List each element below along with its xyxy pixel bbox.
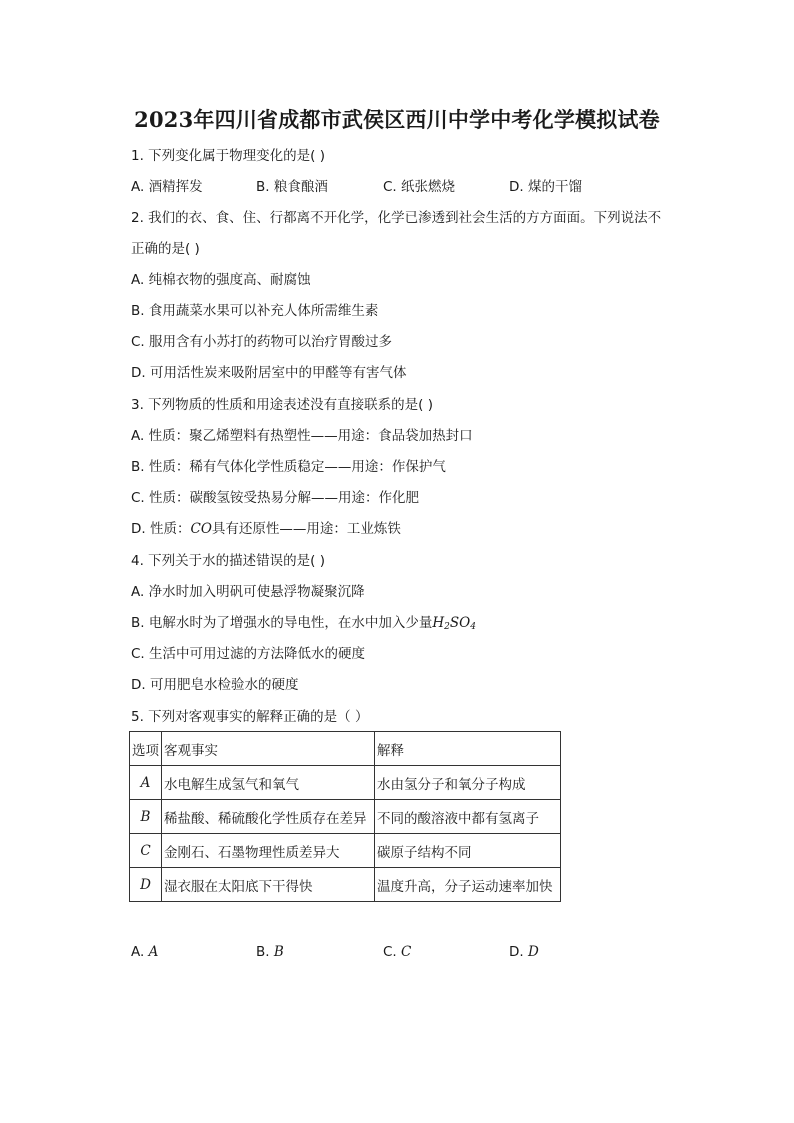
row-option-label: C — [130, 834, 162, 868]
option-label: B. — [256, 944, 270, 960]
question-1-option-b: B. 粮食酿酒 — [256, 179, 328, 195]
question-4-option-a: A. 净水时加入明矾可使悬浮物凝聚沉降 — [131, 584, 365, 600]
formula-sub-4: 4 — [470, 622, 476, 632]
formula-h2so4 — [432, 615, 476, 631]
facts-table — [129, 731, 561, 902]
formula-co: CO — [190, 521, 212, 537]
table-row — [130, 800, 561, 834]
question-5-option-c — [383, 943, 411, 961]
header-explanation: 解释 — [375, 732, 561, 766]
option-label: C. — [383, 944, 397, 960]
table-header-row — [130, 732, 561, 766]
question-1-option-d: D. 煤的干馏 — [509, 179, 582, 195]
table-row — [130, 868, 561, 902]
row-explanation: 碳原子结构不同 — [375, 834, 561, 868]
question-2-option-d: D. 可用活性炭来吸附居室中的甲醛等有害气体 — [131, 365, 407, 381]
formula-sub-2: 2 — [444, 622, 450, 632]
row-fact: 金刚石、石墨物理性质差异大 — [162, 834, 375, 868]
question-3-option-a: A. 性质：聚乙烯塑料有热塑性——用途：食品袋加热封口 — [131, 428, 473, 444]
question-3-option-b: B. 性质：稀有气体化学性质稳定——用途：作保护气 — [131, 459, 446, 475]
option-b-prefix: B. 电解水时为了增强水的导电性，在水中加入少量 — [131, 615, 433, 631]
question-2-option-b: B. 食用蔬菜水果可以补充人体所需维生素 — [131, 303, 379, 319]
question-1-option-a: A. 酒精挥发 — [131, 179, 203, 195]
question-5-stem: 5. 下列对客观事实的解释正确的是（ ） — [131, 709, 369, 725]
formula-so: SO — [449, 615, 471, 631]
question-3-stem: 3. 下列物质的性质和用途表述没有直接联系的是( ) — [131, 397, 433, 413]
row-option-label: A — [130, 766, 162, 800]
question-4-option-c: C. 生活中可用过滤的方法降低水的硬度 — [131, 646, 366, 662]
question-4-option-b — [131, 614, 476, 636]
option-value: B — [273, 944, 284, 960]
question-3-option-d — [131, 520, 401, 538]
table-row — [130, 834, 561, 868]
option-label: A. — [131, 944, 145, 960]
question-2-stem-line-2: 正确的是( ) — [131, 241, 200, 257]
question-3-option-c: C. 性质：碳酸氢铵受热易分解——用途：作化肥 — [131, 490, 420, 506]
question-4-stem: 4. 下列关于水的描述错误的是( ) — [131, 553, 325, 569]
row-fact: 水电解生成氢气和氧气 — [162, 766, 375, 800]
header-fact: 客观事实 — [162, 732, 375, 766]
question-5-option-a — [131, 943, 158, 961]
option-value: D — [527, 944, 539, 960]
row-option-label: D — [130, 868, 162, 902]
header-option: 选项 — [130, 732, 162, 766]
row-explanation: 水由氢分子和氧分子构成 — [375, 766, 561, 800]
row-explanation: 不同的酸溶液中都有氢离子 — [375, 800, 561, 834]
row-fact: 湿衣服在太阳底下干得快 — [162, 868, 375, 902]
question-5-option-b — [256, 943, 284, 961]
question-5-option-d — [509, 943, 539, 961]
question-2-option-a: A. 纯棉衣物的强度高、耐腐蚀 — [131, 272, 311, 288]
row-option-label: B — [130, 800, 162, 834]
question-4-option-d: D. 可用肥皂水检验水的硬度 — [131, 677, 299, 693]
row-explanation: 温度升高，分子运动速率加快 — [375, 868, 561, 902]
question-2-stem-line-1: 2. 我们的衣、食、住、行都离不开化学，化学已渗透到社会生活的方方面面。下列说法不 — [131, 210, 662, 226]
question-2-option-c: C. 服用含有小苏打的药物可以治疗胃酸过多 — [131, 334, 393, 350]
page-title: 2023年四川省成都市武侯区西川中学中考化学模拟试卷 — [134, 107, 660, 132]
option-d-prefix: D. 性质： — [131, 521, 191, 537]
option-value: C — [401, 944, 412, 960]
question-1-stem: 1. 下列变化属于物理变化的是( ) — [131, 148, 325, 164]
formula-h: H — [432, 615, 445, 631]
question-1-option-c: C. 纸张燃烧 — [383, 179, 456, 195]
option-d-suffix: 具有还原性——用途：工业炼铁 — [211, 521, 401, 537]
option-label: D. — [509, 944, 524, 960]
row-fact: 稀盐酸、稀硫酸化学性质存在差异 — [162, 800, 375, 834]
option-value: A — [148, 944, 159, 960]
table-row — [130, 766, 561, 800]
